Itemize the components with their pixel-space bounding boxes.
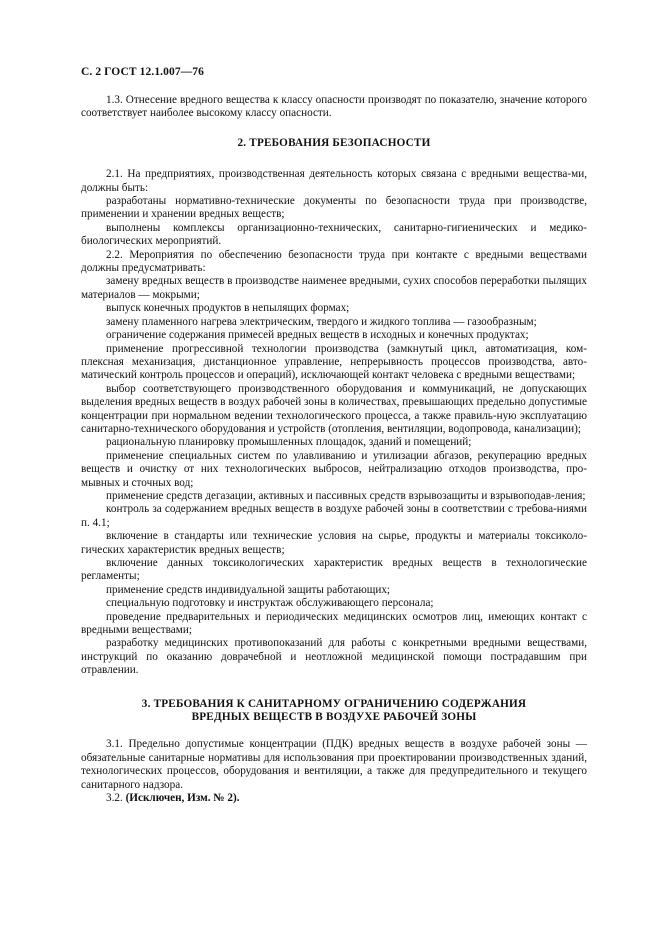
paragraph-3-2 bbox=[81, 792, 587, 805]
section-3-title-line-2: ВРЕДНЫХ ВЕЩЕСТВ В ВОЗДУХЕ РАБОЧЕЙ ЗОНЫ bbox=[191, 711, 477, 724]
paragraph: рациональную планировку промышленных площадок, зданий и помещений; bbox=[106, 436, 472, 449]
paragraph: применение прогрессивной технологии производства (замкнутый цикл, автоматизация, ком-плексная механизация, дистанционное управление, непрерывность процессов производства, авто-матический контроль процессов и операций), исключающей контакт человека с вредными веществами; bbox=[81, 342, 587, 382]
paragraph: 2.2. Мероприятия по обеспечению безопасности труда при контакте с вредными веществами должны предусматривать: bbox=[81, 248, 587, 275]
section-2-title: 2. ТРЕБОВАНИЯ БЕЗОПАСНОСТИ bbox=[237, 136, 431, 149]
paragraph: разработаны нормативно-технические документы по безопасности труда при производстве, применении и хранении вредных веществ; bbox=[81, 195, 587, 221]
paragraph: выпуск конечных продуктов в непылящих формах; bbox=[106, 302, 350, 315]
section-2-body bbox=[81, 168, 587, 677]
paragraph-3-2-number: 3.2. bbox=[106, 792, 123, 805]
paragraph: 2.1. На предприятиях, производственная деятельность которых связана с вредными вещества-ми, должны быть: bbox=[81, 168, 587, 194]
paragraph-1-3: 1.3. Отнесение вредного вещества к классу опасности производят по показателю, значение которого соответствует наиболее высокому классу опасности. bbox=[81, 94, 587, 120]
paragraph: применение средств индивидуальной защиты работающих; bbox=[106, 583, 391, 596]
paragraph: замену пламенного нагрева электрическим, твердого и жидкого топлива — газообразным; bbox=[106, 315, 537, 328]
paragraph: применение средств дегазации, активных и пассивных средств взрывозащиты и взрывоподав-ления; bbox=[106, 489, 586, 502]
paragraph-3-1: 3.1. Предельно допустимые концентрации (ПДК) вредных веществ в воздухе рабочей зоны — обязательные санитарные нормативы для использования при проектировании производственных зданий, технологических процессов, оборудования и вентиляции, а также для предупредительного и текущего санитарного надзора. bbox=[81, 738, 587, 791]
paragraph: проведение предварительных и периодических медицинских осмотров лиц, имеющих контакт с вредными веществами; bbox=[81, 610, 587, 637]
document-body bbox=[81, 94, 587, 806]
paragraph: разработку медицинских противопоказаний для работы с конкретными вредными веществами, инструкций по оказанию доврачебной и неотложной медицинской помощи пострадавшим при отравлении. bbox=[81, 637, 587, 677]
paragraph: применение специальных систем по улавливанию и утилизации абгазов, рекуперацию вредных веществ и очистку от них технологических выбросов, нейтрализацию отходов производства, про-мывных и сточных вод; bbox=[81, 449, 587, 489]
paragraph: выполнены комплексы организационно-технических, санитарно-гигиенических и медико-биологических мероприятий. bbox=[81, 221, 587, 248]
section-3-title bbox=[81, 698, 587, 725]
paragraph: замену вредных веществ в производстве наименее вредными, сухих способов переработки пылящих материалов — мокрыми; bbox=[81, 275, 587, 301]
section-3-title-line-1: 3. ТРЕБОВАНИЯ К САНИТАРНОМУ ОГРАНИЧЕНИЮ СОДЕРЖАНИЯ bbox=[141, 697, 527, 710]
paragraph: выбор соответствующего производственного оборудования и коммуникаций, не допускающих выделения вредных веществ в воздух рабочей зоны в количествах, превышающих предельно допустимые концентрации при нормальном ведении технологического процесса, а также правиль-ную эксплуатацию санитарно-технического оборудования и устройств (отопления, вентиляции, водопровода, канализации); bbox=[81, 382, 587, 435]
paragraph: ограничение содержания примесей вредных веществ в исходных и конечных продуктах; bbox=[106, 329, 529, 342]
paragraph: специальную подготовку и инструктаж обслуживающего персонала; bbox=[106, 597, 434, 610]
page-header: С. 2 ГОСТ 12.1.007—76 bbox=[81, 66, 204, 78]
paragraph-3-2-note: (Исключен, Изм. № 2). bbox=[125, 792, 240, 805]
paragraph: контроль за содержанием вредных веществ в воздухе рабочей зоны в соответствии с требова-ниями п. 4.1; bbox=[81, 503, 587, 529]
paragraph: включение данных токсикологических характеристик вредных веществ в технологические регламенты; bbox=[81, 557, 587, 583]
paragraph: включение в стандарты или технические условия на сырье, продукты и материалы токсиколо-гических характеристик вредных веществ; bbox=[81, 530, 587, 556]
